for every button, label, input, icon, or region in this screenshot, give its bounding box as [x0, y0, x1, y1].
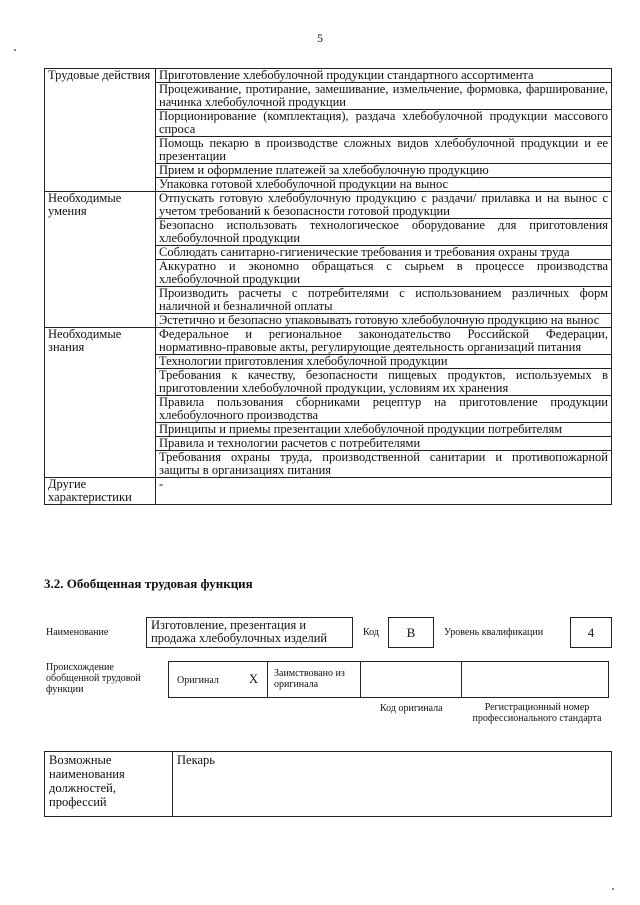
code-box	[388, 617, 434, 648]
name-label: Наименование	[46, 627, 109, 638]
labor-functions-table	[44, 68, 612, 505]
positions-table	[44, 751, 612, 817]
table-cell: Требования к качеству, безопасности пищевых продуктов, используемых в приготовлении хлебобулочной продукции, условиям их хранения	[156, 369, 612, 396]
table-cell: Процеживание, протирание, замешивание, измельчение, формовка, фарширование, начинка хлебобулочной продукции	[156, 83, 612, 110]
table-cell: Соблюдать санитарно-гигиенические требования и требования охраны труда	[156, 246, 612, 260]
row-group-label: Другие характеристики	[45, 478, 156, 505]
table-cell: Федеральное и региональное законодательство Российской Федерации, нормативно-правовые акты, регулирующие деятельность организаций питания	[156, 328, 612, 355]
scan-speck	[612, 888, 614, 890]
table-cell: Порционирование (комплектация), раздача хлебобулочной продукции массового спроса	[156, 110, 612, 137]
section-title: 3.2. Обобщенная трудовая функция	[44, 576, 253, 591]
positions-value: Пекарь	[173, 752, 612, 817]
scan-speck	[14, 49, 16, 51]
table-cell: Правила и технологии расчетов с потребителями	[156, 437, 612, 451]
table-cell: Прием и оформление платежей за хлебобулочную продукцию	[156, 164, 612, 178]
page-number: 5	[317, 31, 323, 45]
table-cell: Правила пользования сборниками рецептур на приготовление продукции хлебобулочного производства	[156, 396, 612, 423]
function-name-box	[146, 617, 353, 648]
original-mark: X	[249, 672, 259, 686]
table-cell: Приготовление хлебобулочной продукции стандартного ассортимента	[156, 69, 612, 83]
table-row	[45, 69, 612, 83]
borrowed-label: Заимствовано из оригинала	[274, 668, 345, 690]
origin-label: Происхождение обобщенной трудовой функции	[46, 662, 141, 695]
table-cell: Упаковка готовой хлебобулочной продукции на вынос	[156, 178, 612, 192]
qualification-level-box	[570, 617, 612, 648]
code-label: Код	[363, 627, 379, 638]
table-cell: -	[156, 478, 612, 505]
borrowed-cell	[268, 661, 361, 698]
table-cell: Отпускать готовую хлебобулочную продукцию с раздачи/ прилавка и на вынос с учетом требований к безопасности готовой продукции	[156, 192, 612, 219]
table-cell: Аккуратно и экономно обращаться с сырьем в процессе производства хлебобулочной продукции	[156, 260, 612, 287]
table-cell: Помощь пекарю в производстве сложных видов хлебобулочной продукции и ее презентации	[156, 137, 612, 164]
table-row	[45, 478, 612, 505]
qualification-level-label: Уровень квалификации	[444, 627, 544, 638]
origin-row	[168, 661, 609, 698]
row-group-label: Необходимые умения	[45, 192, 156, 328]
table-cell: Технологии приготовления хлебобулочной продукции	[156, 355, 612, 369]
table-cell: Принципы и приемы презентации хлебобулочной продукции потребителям	[156, 423, 612, 437]
original-label: Оригинал	[177, 675, 219, 686]
table-cell: Требования охраны труда, производственной санитарии и противопожарной защиты в организациях питания	[156, 451, 612, 478]
reg-number-caption: Регистрационный номер профессионального стандарта	[472, 702, 602, 724]
table-cell: Производить расчеты с потребителями с использованием различных форм наличной и безналичной оплаты	[156, 287, 612, 314]
table-cell: Безопасно использовать технологическое оборудование для приготовления хлебобулочной продукции	[156, 219, 612, 246]
table-cell: Эстетично и безопасно упаковывать готовую хлебобулочную продукцию на вынос	[156, 314, 612, 328]
original-cell	[168, 661, 268, 698]
code-original-caption: Код оригинала	[380, 703, 443, 714]
code-value: B	[406, 625, 416, 640]
reg-number-cell	[462, 661, 609, 698]
function-name-value: Изготовление, презентация и продажа хлебобулочных изделий	[151, 618, 328, 645]
table-row	[45, 328, 612, 355]
table-row	[45, 192, 612, 219]
row-group-label: Необходимые знания	[45, 328, 156, 478]
code-original-cell	[361, 661, 462, 698]
positions-label: Возможные наименования должностей, профессий	[45, 752, 173, 817]
qualification-level-value: 4	[587, 625, 595, 640]
row-group-label: Трудовые действия	[45, 69, 156, 192]
